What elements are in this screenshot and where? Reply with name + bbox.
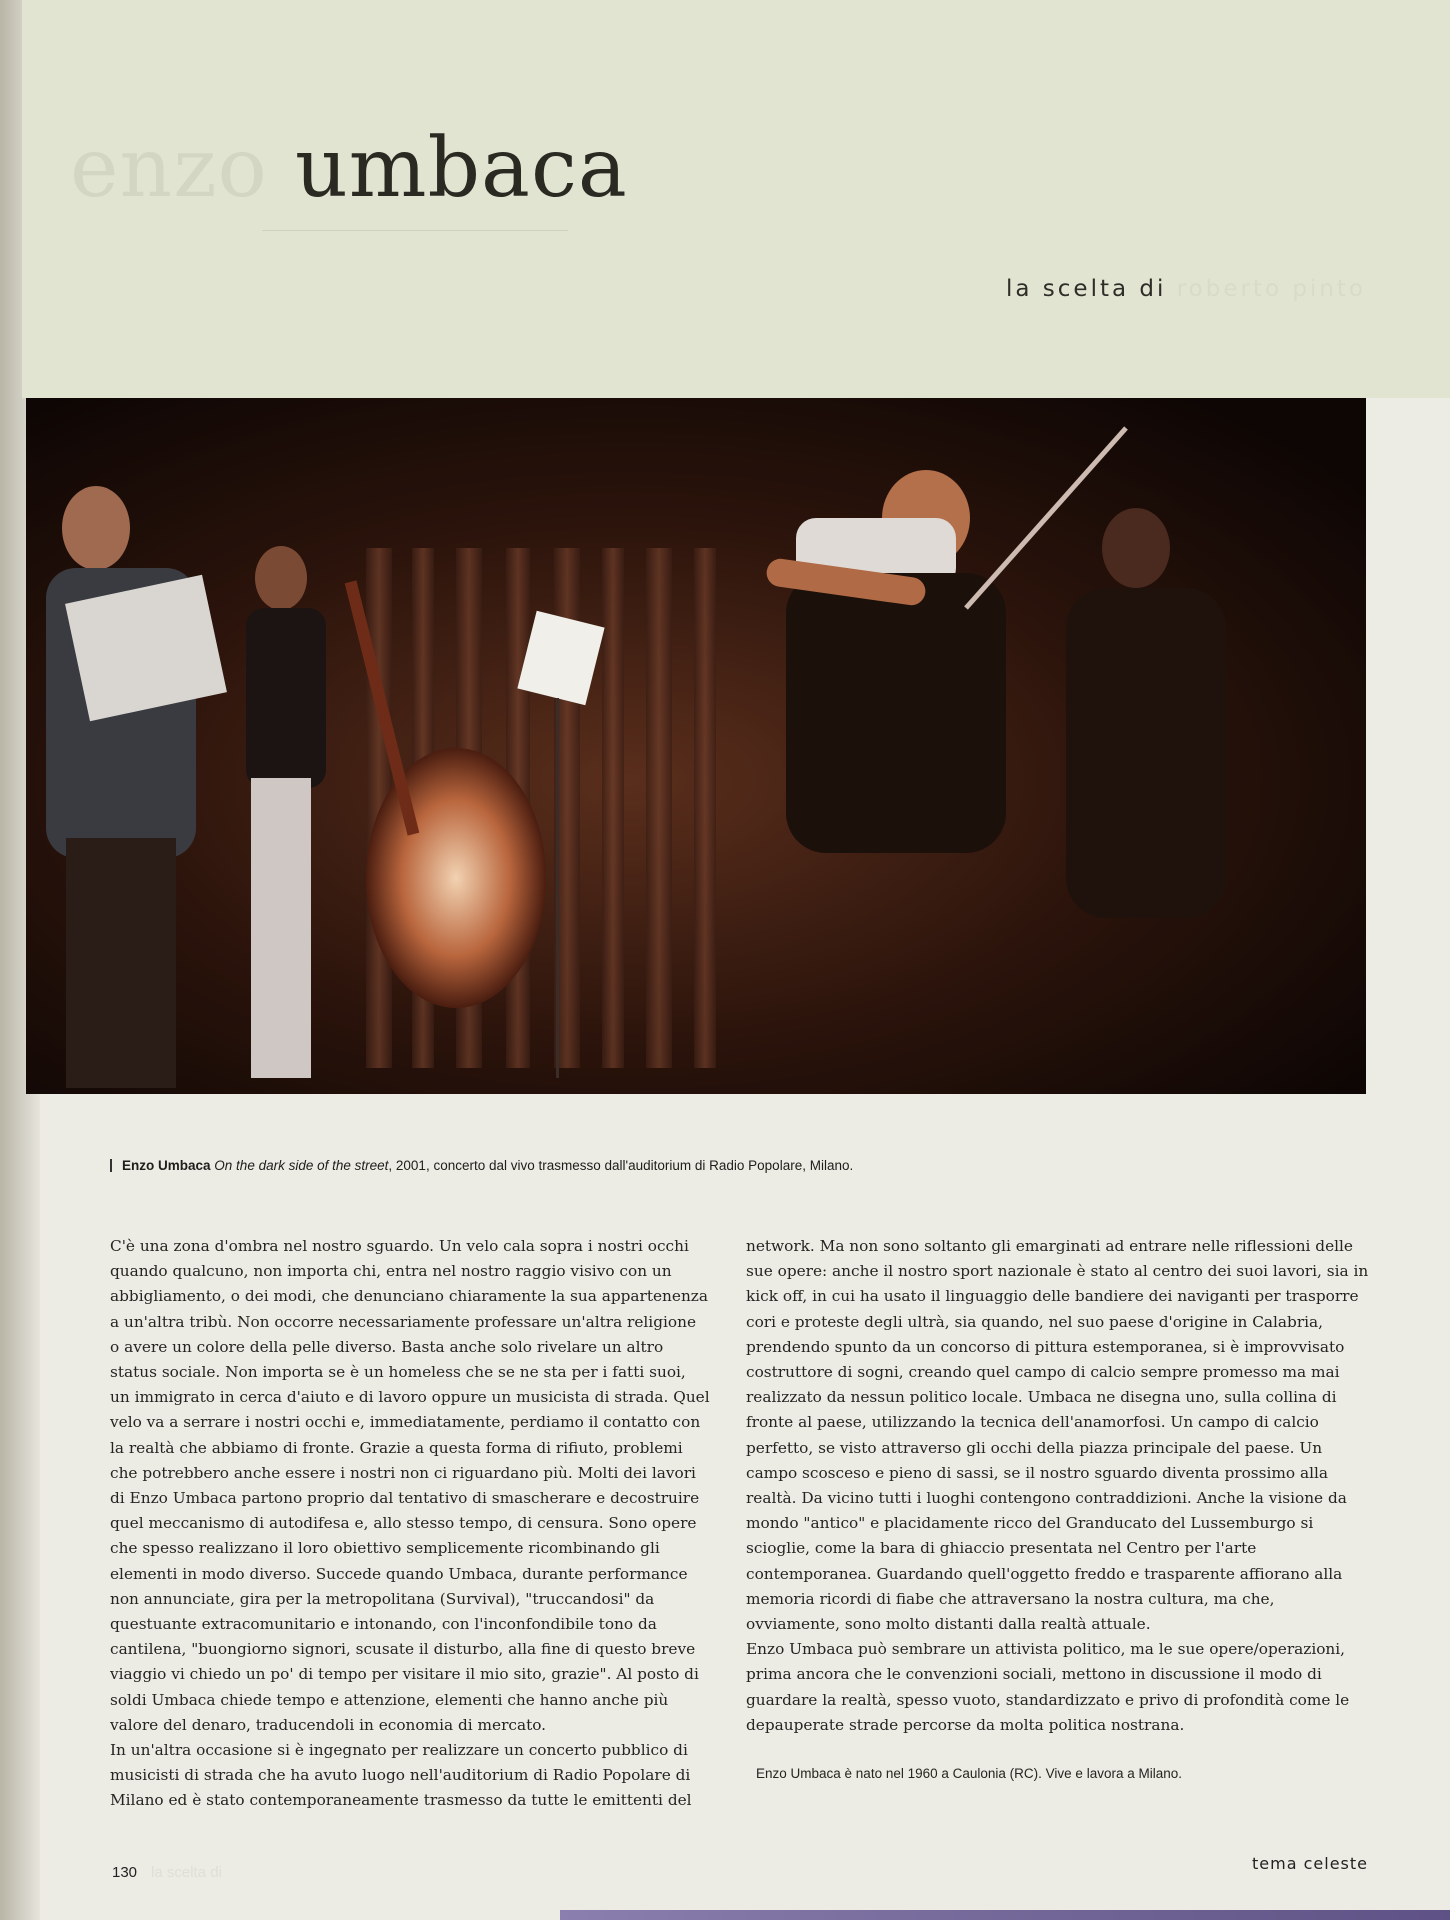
photo-caption: [110, 1158, 1350, 1173]
concert-photo: [26, 398, 1366, 1094]
body-column-right: [746, 1234, 1370, 1738]
byline-author: roberto pinto: [1176, 276, 1366, 302]
page-number: 130: [112, 1864, 138, 1881]
caption-work-title: On the dark side of the street: [214, 1158, 389, 1173]
concert-photo-illustration: [26, 398, 1366, 1094]
body-paragraph: C'è una zona d'ombra nel nostro sguardo. Un velo cala sopra i nostri occhi quando qualcuno, non importa chi, entra nel nostro raggio visivo con un abbigliamento, o dei modi, che denunciano chiaramente la sua appartenenza a un'altra tribù. Non occorre necessariamente professare un'altra religione o avere un colore della pelle diverso. Basta anche solo rivelare un altro status sociale. Non importa se è un homeless che se ne sta per i fatti suoi, un immigrato in cerca d'aiuto e di lavoro oppure un musicista di strada. Quel velo va a serrare i nostri occhi e, immediatamente, perdiamo il contatto con la realtà che abbiamo di fronte. Grazie a questa forma di rifiuto, problemi che potrebbero anche essere i nostri non ci riguardano più. Molti dei lavori di Enzo Umbaca partono proprio dal tentativo di smascherare e decostruire quel meccanismo di autodifesa e, allo stesso tempo, di censura. Sono opere che spesso realizzano il loro obiettivo semplicemente ricombinando gli elementi in modo diverso. Succede quando Umbaca, durante performance non annunciate, gira per la metropolitana (Survival), "truccandosi" da questuante extracomunitario e intonando, con l'inconfondibile tono da cantilena, "buongiorno signori, scusate il disturbo, alla fine di questo breve viaggio vi chiedo un po' di tempo per visitare il mio sito, grazie". Al posto di soldi Umbaca chiede tempo e attenzione, elementi che hanno anche più valore del denaro, traducendoli in economia di mercato.: [110, 1237, 710, 1734]
folio-ghost-text: la scelta di: [151, 1864, 222, 1881]
magazine-name: tema celeste: [1252, 1854, 1368, 1873]
body-paragraph: Enzo Umbaca può sembrare un attivista politico, ma le sue opere/operazioni, prima ancora che le convenzioni sociali, mettono in discussione il modo di guardare la realtà, spesso vuoto, standardizzato e privo di profondità come le depauperate strade percorse da molta politica nostrana.: [746, 1640, 1350, 1734]
caption-artist: Enzo Umbaca: [122, 1158, 211, 1173]
page-folio: [112, 1864, 222, 1881]
title-underline: [262, 230, 568, 231]
byline: [1006, 276, 1366, 302]
article-title: [70, 121, 628, 216]
artist-bio: Enzo Umbaca è nato nel 1960 a Caulonia (RC). Vive e lavora a Milano.: [756, 1766, 1182, 1781]
byline-label: la scelta di: [1006, 276, 1167, 302]
next-page-edge: [560, 1910, 1450, 1920]
caption-details: , 2001, concerto dal vivo trasmesso dall'auditorium di Radio Popolare, Milano.: [388, 1158, 854, 1173]
title-last-name: umbaca: [295, 121, 628, 216]
title-first-name: enzo: [70, 121, 268, 216]
body-paragraph: network. Ma non sono soltanto gli emarginati ad entrare nelle riflessioni delle sue opere: anche il nostro sport nazionale è stato al centro dei suoi lavori, sia in kick off, in cui ha usato il linguaggio delle bandiere dei naviganti per trasporre cori e proteste degli ultrà, sia quando, nel suo paese d'origine in Calabria, prendendo spunto da un concorso di pittura estemporanea, si è improvvisato costruttore di sogni, creando quel campo di calcio sempre promesso ma mai realizzato da nessun politico locale. Umbaca ne disegna uno, sulla collina di fronte al paese, utilizzando la tecnica dell'anamorfosi. Un campo di calcio perfetto, se visto attraverso gli occhi della piazza principale del paese. Un campo scosceso e pieno di sassi, se il nostro sguardo diventa prossimo alla realtà. Da vicino tutti i luoghi contengono contraddizioni. Anche la visione da mondo "antico" e placidamente ricco del Granducato del Lussemburgo si scioglie, come la bara di ghiaccio presentata nel Centro per l'arte contemporanea. Guardando quell'oggetto freddo e trasparente affiorano alla memoria ricordi di fiabe che attraversano la nostra cultura, ma che, ovviamente, sono molto distanti dalla realtà attuale.: [746, 1237, 1369, 1634]
caption-marker: [110, 1159, 112, 1172]
body-column-left: [110, 1234, 710, 1814]
body-paragraph: In un'altra occasione si è ingegnato per realizzare un concerto pubblico di musicisti di strada che ha avuto luogo nell'auditorium di Radio Popolare di Milano ed è stato contemporaneamente trasmesso da tutte le emittenti del: [110, 1741, 692, 1810]
